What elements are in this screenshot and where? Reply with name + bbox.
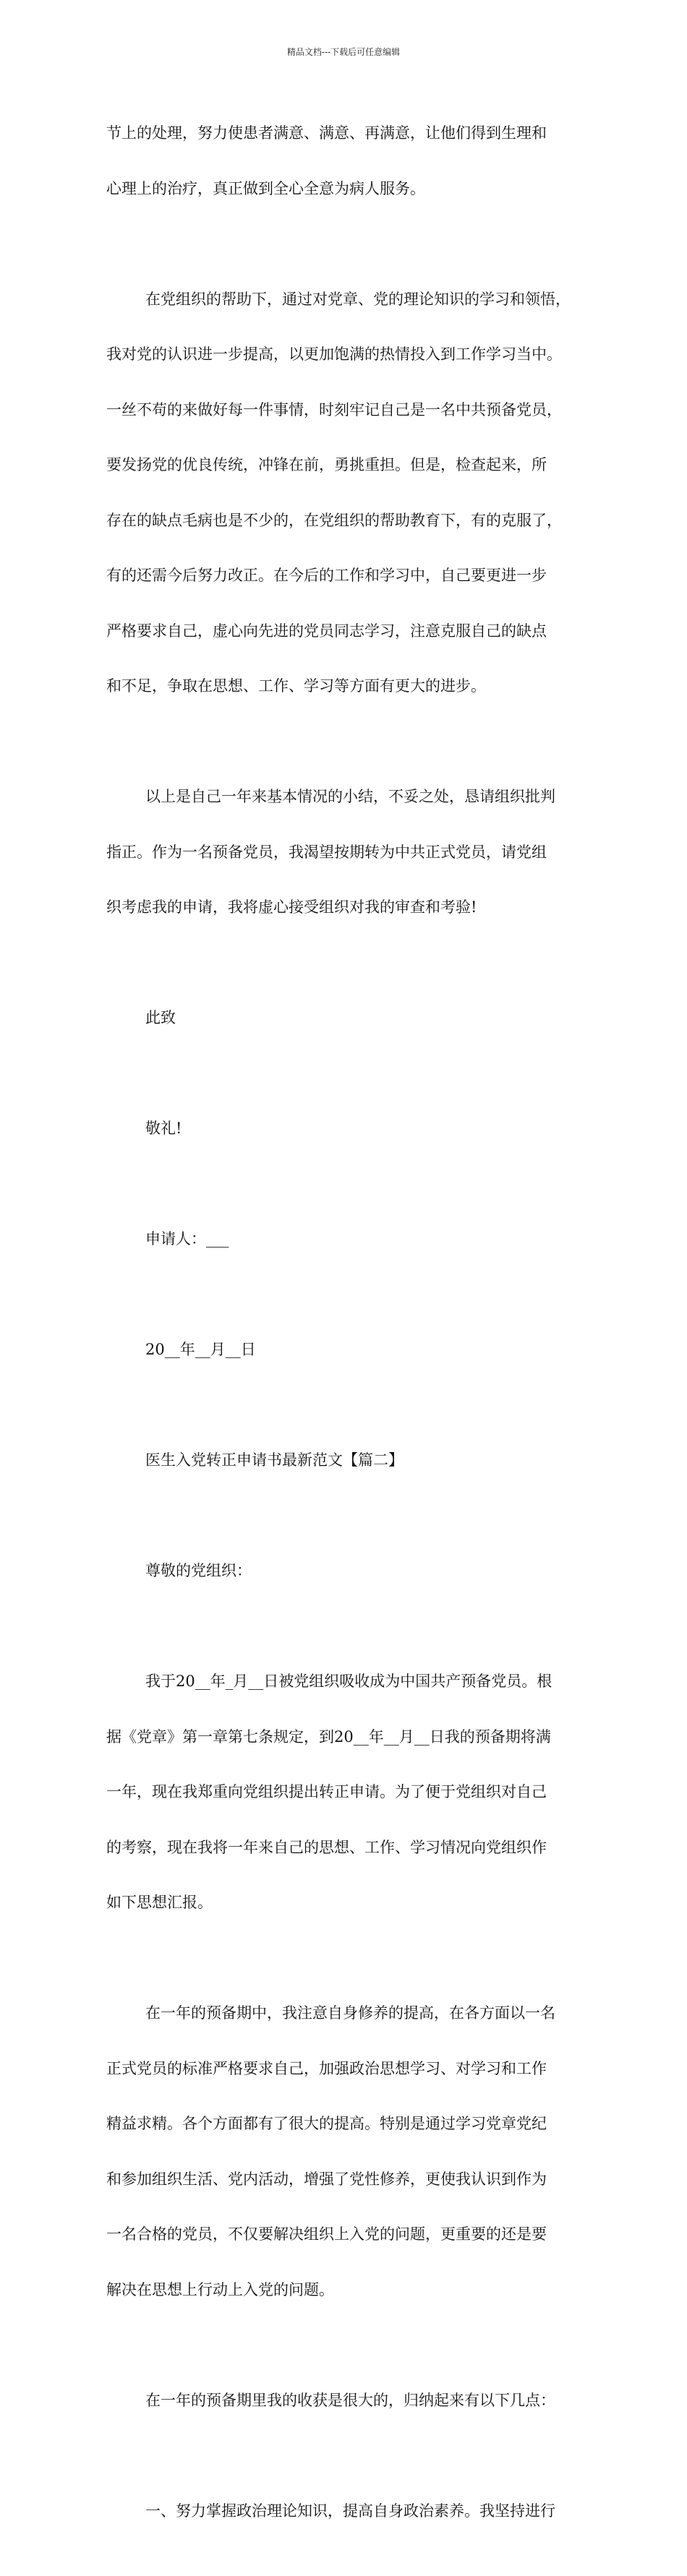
text-line: 和参加组织生活、党内活动，增强了党性修养，更使我认识到作为: [106, 2170, 547, 2188]
text-line: 医生入党转正申请书最新范文【篇二】: [145, 1451, 404, 1469]
text-line: 心理上的治疗，真正做到全心全意为病人服务。: [106, 179, 425, 197]
text-line: 尊敬的党组织：: [145, 1562, 252, 1579]
text-line: 解决在思想上行动上入党的问题。: [106, 2280, 334, 2298]
date-line: [106, 1304, 605, 1396]
text-line: 节上的处理，努力使患者满意、满意、再满意，让他们得到生理和: [106, 124, 547, 142]
text-line: 我于20__年_月__日被党组织吸收成为中国共产预备党员。根: [145, 1673, 552, 1690]
text-line: 精益求精。各个方面都有了很大的提高。特别是通过学习党章党纪: [106, 2115, 547, 2132]
text-line: 据《党章》第一章第七条规定，到20__年__月__日我的预备期将满: [106, 1727, 551, 1746]
text-line: 一年，现在我郑重向党组织提出转正申请。为了便于党组织对自己: [106, 1783, 547, 1800]
page-header: 精品文档---下载后可任意编辑: [286, 47, 401, 57]
text-line: 严格要求自己，虚心向先进的党员同志学习，注意克服自己的缺点: [106, 622, 547, 640]
text-line: 要发扬党的优良传统，冲锋在前，勇挑重担。但是，检查起来，所: [106, 456, 547, 473]
text-line: 正式党员的标准严格要求自己，加强政治思想学习、对学习和工作: [106, 2059, 547, 2077]
text-line: 以上是自己一年来基本情况的小结，不妥之处，恳请组织批判: [145, 788, 555, 805]
text-line: 如下思想汇报。: [106, 1894, 213, 1911]
paragraph-2: [106, 254, 605, 733]
text-line: 申请人：___: [145, 1230, 229, 1248]
document-body: [106, 87, 605, 2576]
paragraph-3: [106, 751, 605, 954]
paragraph-5: [106, 1967, 605, 2336]
text-line: 在一年的预备期里我的收获是很大的，归纳起来有以下几点：: [145, 2391, 555, 2409]
text-line: 和不足，争取在思想、工作、学习等方面有更大的进步。: [106, 677, 486, 695]
text-line: 织考虑我的申请，我将虚心接受组织对我的审查和考验!: [106, 898, 477, 916]
paragraph-4: [106, 1636, 605, 1949]
paragraph-7: [106, 2465, 605, 2558]
paragraph-6: [106, 2355, 605, 2447]
text-line: 存在的缺点毛病也是不少的，在党组织的帮助教育下，有的克服了，: [106, 511, 562, 529]
text-line: 20__年__月__日: [145, 1341, 256, 1358]
text-line: 我对党的认识进一步提高，以更加饱满的热情投入到工作学习当中。: [106, 345, 562, 363]
text-line: 一、努力掌握政治理论知识，提高自身政治素养。我坚持进行: [145, 2502, 555, 2520]
paragraph-1: [106, 87, 605, 235]
closing-regards: [106, 1083, 605, 1175]
text-line: 的考察，现在我将一年来自己的思想、工作、学习情况向党组织作: [106, 1838, 547, 1856]
greeting: [106, 1525, 605, 1618]
text-line: 一丝不苟的来做好每一件事情，时刻牢记自己是一名中共预备党员，: [106, 400, 562, 418]
closing-salutation: [106, 972, 605, 1065]
text-line: 此致: [145, 1009, 176, 1026]
text-line: 指正。作为一名预备党员，我渴望按期转为中共正式党员，请党组: [106, 843, 547, 861]
section-title: [106, 1414, 605, 1507]
text-line: 一名合格的党员，不仅要解决组织上入党的问题，更重要的还是要: [106, 2225, 547, 2243]
text-line: 在党组织的帮助下，通过对党章、党的理论知识的学习和领悟，: [145, 290, 571, 308]
text-line: 敬礼!: [145, 1120, 182, 1137]
text-line: 有的还需今后努力改正。在今后的工作和学习中，自己要更进一步: [106, 567, 547, 584]
text-line: 在一年的预备期中，我注意自身修养的提高，在各方面以一名: [145, 2004, 555, 2022]
applicant-line: [106, 1193, 605, 1286]
